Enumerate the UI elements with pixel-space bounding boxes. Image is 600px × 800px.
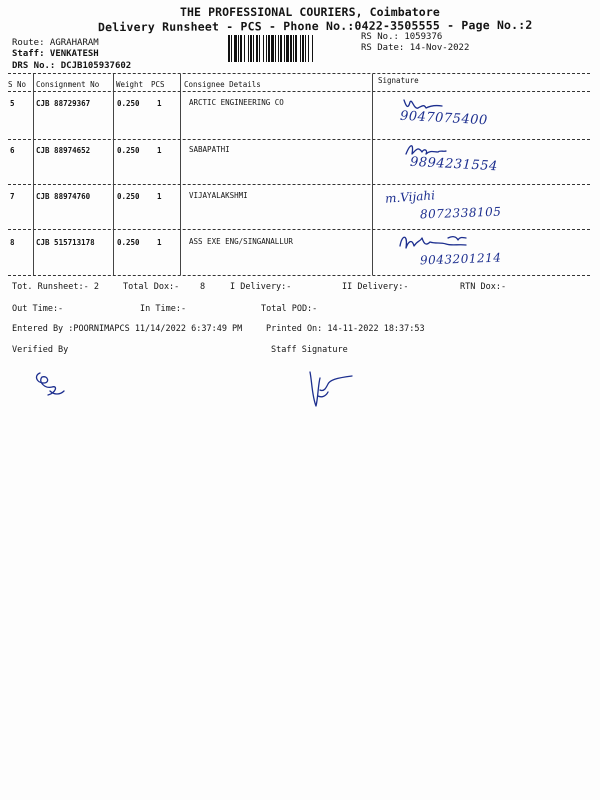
total-dox-label: Total Dox:- (123, 282, 180, 292)
row-sno: 8 (10, 238, 15, 247)
row-pcs: 1 (157, 99, 162, 108)
row-consignee: ARCTIC ENGINEERING CO (189, 98, 284, 107)
column-divider (33, 74, 34, 275)
staff-signature (300, 366, 360, 414)
verified-by-label: Verified By (12, 345, 69, 355)
row-consignee: ASS EXE ENG/SINGANALLUR (189, 237, 293, 246)
row-consignee: SABAPATHI (189, 145, 230, 154)
rs-date: RS Date: 14-Nov-2022 (361, 43, 470, 53)
row-consignment: CJB 88974760 (36, 192, 91, 201)
document-subtitle: Delivery Runsheet - PCS - Phone No.:0422-3505555 - Page No.:2 (97, 17, 533, 35)
document-title: THE PROFESSIONAL COURIERS, Coimbatore (180, 5, 440, 19)
drs-number: DRS No.: DCJB105937602 (12, 61, 132, 71)
staff-signature-label: Staff Signature (271, 345, 348, 355)
printed-on: Printed On: 14-11-2022 18:37:53 (266, 324, 425, 334)
row-pcs: 1 (157, 146, 162, 155)
i-delivery-label: I Delivery:- (230, 282, 292, 292)
verifier-signature (30, 365, 70, 401)
out-time-label: Out Time:- (12, 304, 64, 314)
column-divider (180, 74, 181, 275)
total-pod-label: Total POD:- (261, 304, 318, 314)
row-weight: 0.250 (117, 146, 140, 155)
row-sno: 7 (10, 192, 15, 201)
col-header-consignment: Consignment No (36, 80, 100, 89)
handwritten-phone: 8072338105 (419, 204, 502, 222)
total-dox-value: 8 (200, 282, 206, 292)
row-divider (8, 139, 590, 140)
staff-label: Staff: VENKATESH (12, 49, 99, 59)
row-weight: 0.250 (117, 192, 140, 201)
handwritten-phone: 9047075400 (399, 108, 489, 129)
rs-number: RS No.: 1059376 (361, 32, 443, 42)
row-divider (8, 229, 590, 230)
recipient-signature-name: m.Vijahi (384, 188, 436, 206)
row-consignment: CJB 88729367 (36, 99, 91, 108)
column-divider (372, 74, 373, 275)
handwritten-phone: 9043201214 (419, 250, 502, 268)
col-header-weight: Weight (116, 80, 144, 89)
col-header-consignee: Consignee Details (184, 80, 261, 89)
table-top-rule (8, 73, 590, 74)
entered-by: Entered By :POORNIMAPCS 11/14/2022 6:37:49 PM (12, 324, 243, 334)
row-consignment: CJB 88974652 (36, 146, 91, 155)
table-bottom-rule (8, 275, 590, 276)
handwritten-phone: 9894231554 (409, 154, 499, 175)
in-time-label: In Time:- (140, 304, 187, 314)
row-consignment: CJB 515713178 (36, 238, 95, 247)
total-runsheet: Tot. Runsheet:- 2 (12, 282, 99, 292)
row-sno: 6 (10, 146, 15, 155)
row-weight: 0.250 (117, 99, 140, 108)
col-header-signature: Signature (378, 76, 419, 85)
rtn-dox-label: RTN Dox:- (460, 282, 507, 292)
row-pcs: 1 (157, 238, 162, 247)
table-header-rule (8, 91, 590, 92)
route-label: Route: AGRAHARAM (12, 38, 99, 48)
col-header-sno: S No (8, 80, 27, 89)
row-sno: 5 (10, 99, 15, 108)
column-divider (113, 74, 114, 275)
ii-delivery-label: II Delivery:- (342, 282, 409, 292)
row-divider (8, 184, 590, 185)
row-pcs: 1 (157, 192, 162, 201)
row-consignee: VIJAYALAKSHMI (189, 191, 248, 200)
col-header-pcs: PCS (151, 80, 165, 89)
row-weight: 0.250 (117, 238, 140, 247)
barcode-icon (228, 35, 354, 62)
